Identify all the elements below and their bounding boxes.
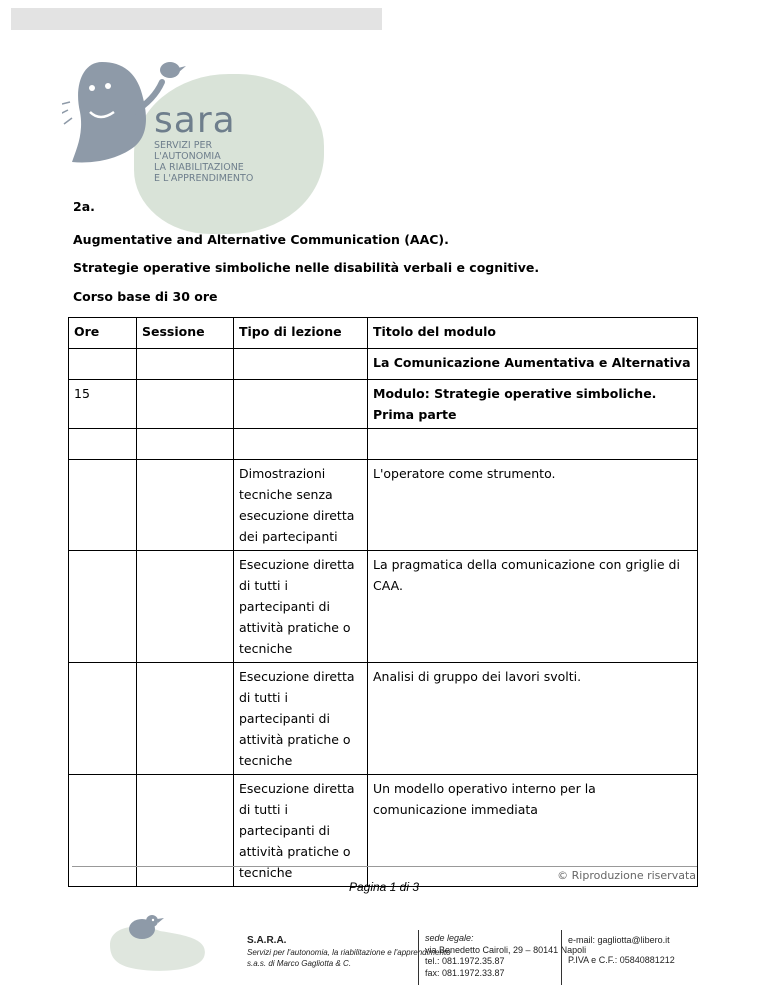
vat-number: P.IVA e C.F.: 05840881212 xyxy=(568,954,675,965)
table-row xyxy=(69,663,698,775)
logo-tagline xyxy=(154,140,253,184)
table-cell xyxy=(137,380,234,429)
sede-label: sede legale: xyxy=(425,933,474,943)
header-bar xyxy=(11,8,382,30)
table-cell xyxy=(137,663,234,775)
table-cell xyxy=(234,380,368,429)
course-duration: Corso base di 30 ore xyxy=(73,289,218,304)
table-cell xyxy=(137,349,234,380)
table-row xyxy=(69,349,698,380)
footer-divider xyxy=(418,930,419,985)
table-header-row xyxy=(69,318,698,349)
table-cell xyxy=(69,551,137,663)
module-title-cell: Un modello operativo interno per la comunicazione immediata xyxy=(368,775,698,887)
header-titolo: Titolo del modulo xyxy=(368,318,698,349)
table-row xyxy=(69,460,698,551)
logo-tagline-line: E L'APPRENDIMENTO xyxy=(154,173,254,184)
page-number: Pagina 1 di 3 xyxy=(348,880,420,894)
sara-logo xyxy=(62,42,262,197)
table-cell xyxy=(137,460,234,551)
table-cell xyxy=(69,429,137,460)
email: e-mail: gagliotta@libero.it xyxy=(568,935,670,945)
footer-logo-icon xyxy=(100,905,215,975)
module-title-cell: L'operatore come strumento. xyxy=(368,460,698,551)
company-name: S.A.R.A. xyxy=(247,935,287,946)
header-tipo: Tipo di lezione xyxy=(234,318,368,349)
module-title-cell: La pragmatica della comunicazione con griglie di CAA. xyxy=(368,551,698,663)
section-number: 2a. xyxy=(73,199,95,214)
table-cell xyxy=(234,429,368,460)
footer-contact-block xyxy=(568,935,675,966)
table-row xyxy=(69,429,698,460)
copyright-notice: © Riproduzione riservata xyxy=(557,869,696,882)
header-sessione: Sessione xyxy=(137,318,234,349)
table-row xyxy=(69,551,698,663)
section-title-cell: La Comunicazione Aumentativa e Alternativa xyxy=(368,349,698,380)
footer-divider xyxy=(561,930,562,985)
table-cell xyxy=(368,429,698,460)
table-cell xyxy=(69,775,137,887)
logo-tagline-line: SERVIZI PER xyxy=(154,140,213,151)
footer-divider xyxy=(72,866,697,867)
footer-company-block xyxy=(247,935,451,970)
lesson-type-cell: Esecuzione diretta di tutti i partecipanti di attività pratiche o tecniche xyxy=(234,775,368,887)
table-cell xyxy=(137,775,234,887)
company-description: Servizi per l'autonomia, la riabilitazione e l'apprendimento xyxy=(247,947,451,957)
module-title-cell: Analisi di gruppo dei lavori svolti. xyxy=(368,663,698,775)
table-cell xyxy=(69,349,137,380)
table-row xyxy=(69,380,698,429)
header-ore: Ore xyxy=(69,318,137,349)
table-cell xyxy=(137,551,234,663)
logo-wordmark: sara xyxy=(154,100,236,141)
table-cell xyxy=(69,663,137,775)
table-cell xyxy=(234,349,368,380)
document-title: Augmentative and Alternative Communication (AAC). xyxy=(73,232,449,247)
telephone: tel.: 081.1972.35.87 xyxy=(425,956,505,966)
lesson-type-cell: Esecuzione diretta di tutti i partecipanti di attività pratiche o tecniche xyxy=(234,663,368,775)
table-cell xyxy=(69,460,137,551)
lesson-type-cell: Dimostrazioni tecniche senza esecuzione diretta dei partecipanti xyxy=(234,460,368,551)
address: via Benedetto Cairoli, 29 – 80141 Napoli xyxy=(425,944,587,955)
fax: fax: 081.1972.33.87 xyxy=(425,967,505,978)
table-cell xyxy=(137,429,234,460)
module-table xyxy=(68,317,698,887)
module-hours-cell: 15 xyxy=(69,380,137,429)
company-owner: s.a.s. di Marco Gagliotta & C. xyxy=(247,959,352,968)
logo-tagline-line: L'AUTONOMIA xyxy=(154,151,221,162)
logo-tagline-line: LA RIABILITAZIONE xyxy=(154,162,244,173)
module-title-cell: Modulo: Strategie operative simboliche. Prima parte xyxy=(368,380,698,429)
document-subtitle: Strategie operative simboliche nelle disabilità verbali e cognitive. xyxy=(73,260,540,275)
lesson-type-cell: Esecuzione diretta di tutti i partecipanti di attività pratiche o tecniche xyxy=(234,551,368,663)
